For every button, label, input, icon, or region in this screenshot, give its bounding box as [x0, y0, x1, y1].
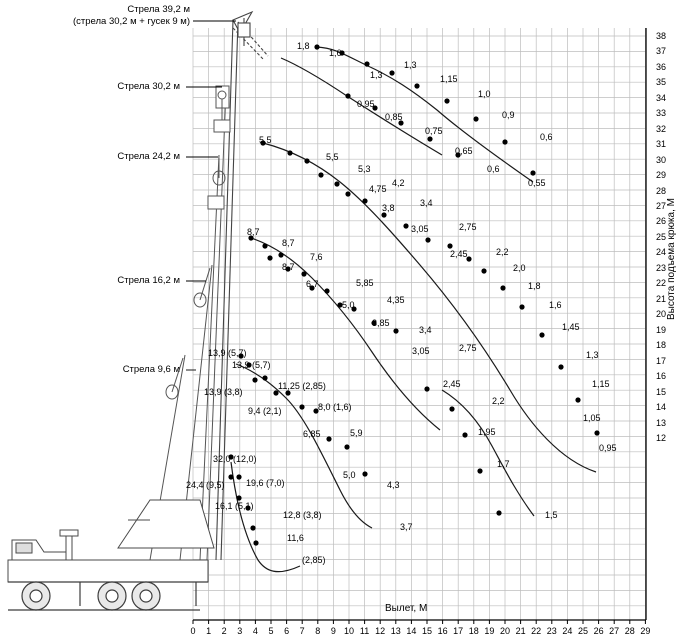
y-tick: 33 [655, 108, 666, 118]
boom-label-24-line1: Стрела 24,2 м [117, 151, 180, 162]
x-tick: 1 [206, 626, 212, 636]
x-tick: 5 [268, 626, 274, 636]
point-label: 1,95 [478, 427, 496, 437]
y-tick: 30 [655, 155, 666, 165]
y-tick: 21 [655, 294, 666, 304]
boom-label-16 [18, 275, 180, 287]
x-tick: 7 [299, 626, 305, 636]
y-tick: 12 [655, 433, 666, 443]
point-label: 32,0 (12,0) [213, 454, 257, 464]
y-tick: 26 [655, 216, 666, 226]
x-tick: 6 [284, 626, 290, 636]
y-tick: 36 [655, 62, 666, 72]
point-label: 2,75 [459, 222, 477, 232]
point-label: 2,2 [492, 396, 505, 406]
y-tick: 16 [655, 371, 666, 381]
y-tick: 32 [655, 124, 666, 134]
point-label: 0,9 [502, 110, 515, 120]
boom-label-39 [18, 4, 190, 28]
point-label: 2,45 [450, 249, 468, 259]
point-label: 13,9 (5,7) [208, 348, 247, 358]
point-label: 0,85 [385, 112, 403, 122]
x-tick: 19 [484, 626, 495, 636]
curve-boom-24 [263, 143, 596, 472]
y-tick: 27 [655, 201, 666, 211]
point-label: 6,7 [306, 279, 319, 289]
x-tick: 4 [252, 626, 258, 636]
x-tick: 8 [315, 626, 321, 636]
point-label: 1,45 [562, 322, 580, 332]
point-label: (2,85) [302, 555, 326, 565]
point-label: 4,3 [387, 480, 400, 490]
point-label: 16,1 (5,1) [215, 501, 254, 511]
point-label: 3,8 [382, 203, 395, 213]
point-label: 5,9 [350, 428, 363, 438]
point-label: 1,3 [586, 350, 599, 360]
boom-label-30-line1: Стрела 30,2 м [117, 81, 180, 92]
y-tick: 17 [655, 356, 666, 366]
point-label: 24,4 (9,5) [186, 480, 225, 490]
point-label: 13,9 (3,8) [204, 387, 243, 397]
y-tick: 22 [655, 278, 666, 288]
point-label: 3,85 [372, 318, 390, 328]
y-tick: 25 [655, 232, 666, 242]
point-label: 1,3 [370, 70, 383, 80]
point-label: 1,8 [297, 41, 310, 51]
x-tick: 18 [468, 626, 479, 636]
x-tick: 12 [375, 626, 386, 636]
point-label: 1,5 [545, 510, 558, 520]
y-tick: 23 [655, 263, 666, 273]
point-label: 2,2 [496, 247, 509, 257]
x-tick: 21 [515, 626, 526, 636]
point-label: 0,95 [357, 99, 375, 109]
x-tick: 14 [406, 626, 417, 636]
y-tick: 14 [655, 402, 666, 412]
point-label: 5,0 [343, 470, 356, 480]
point-label: 1,15 [592, 379, 610, 389]
point-label: 1,05 [583, 413, 601, 423]
point-label: 1,6 [329, 48, 342, 58]
point-label: 8,7 [247, 227, 260, 237]
x-tick: 25 [577, 626, 588, 636]
point-label: 1,7 [497, 459, 510, 469]
point-label: 5,85 [356, 278, 374, 288]
y-tick: 34 [655, 93, 666, 103]
y-tick: 38 [655, 31, 666, 41]
point-label: 3,4 [419, 325, 432, 335]
curve-lower-right [442, 390, 534, 516]
point-label: 1,6 [549, 300, 562, 310]
point-label: 0,75 [425, 126, 443, 136]
boom-label-96-line1: Стрела 9,6 м [122, 364, 180, 375]
x-tick: 15 [421, 626, 432, 636]
point-label: 0,65 [455, 146, 473, 156]
point-label: 9,4 (2,1) [248, 406, 282, 416]
point-label: 2,0 [513, 263, 526, 273]
point-label: 13,9 (5,7) [232, 360, 271, 370]
x-tick: 3 [237, 626, 243, 636]
point-label: 2,75 [459, 343, 477, 353]
x-tick: 2 [221, 626, 227, 636]
y-tick: 20 [655, 309, 666, 319]
point-label: 0,95 [599, 443, 617, 453]
y-tick: 18 [655, 340, 666, 350]
point-label: 0,6 [487, 164, 500, 174]
x-axis-title: Вылет, М [385, 603, 428, 614]
x-tick: 26 [593, 626, 604, 636]
point-label: 1,0 [478, 89, 491, 99]
x-tick: 16 [437, 626, 448, 636]
x-tick: 27 [609, 626, 620, 636]
point-label: 0,55 [528, 178, 546, 188]
point-label: 6,85 [303, 429, 321, 439]
x-tick: 10 [343, 626, 354, 636]
point-label: 5,0 [342, 300, 355, 310]
point-label: 11,25 (2,85) [278, 381, 326, 391]
x-tick: 29 [640, 626, 651, 636]
x-tick: 13 [390, 626, 401, 636]
boom-label-24 [18, 151, 180, 163]
point-label: 19,6 (7,0) [246, 478, 285, 488]
boom-label-96 [18, 364, 180, 376]
point-label: 3,4 [420, 198, 433, 208]
curve-boom-39 [317, 47, 533, 182]
point-label: 4,2 [392, 178, 405, 188]
y-tick: 29 [655, 170, 666, 180]
boom-label-39-line1: Стрела 39,2 м [127, 4, 190, 15]
x-tick: 22 [531, 626, 542, 636]
x-tick: 28 [624, 626, 635, 636]
point-label: 4,35 [387, 295, 405, 305]
boom-label-16-line1: Стрела 16,2 м [117, 275, 180, 286]
y-tick: 35 [655, 77, 666, 87]
point-label: 5,5 [326, 152, 339, 162]
point-label: 3,7 [400, 522, 413, 532]
point-label: 3,05 [412, 346, 430, 356]
point-label: 5,5 [259, 135, 272, 145]
x-tick: 23 [546, 626, 557, 636]
y-tick: 28 [655, 186, 666, 196]
y-tick: 24 [655, 247, 666, 257]
y-axis-title: Высота подъема крюка, М [666, 198, 677, 320]
y-tick: 31 [655, 139, 666, 149]
x-tick: 24 [562, 626, 573, 636]
point-label: 2,45 [443, 379, 461, 389]
x-tick: 20 [499, 626, 510, 636]
y-tick: 19 [655, 325, 666, 335]
x-tick: 17 [453, 626, 464, 636]
point-label: 5,3 [358, 164, 371, 174]
x-tick: 9 [330, 626, 336, 636]
boom-label-39-line2: (стрела 30,2 м + гусек 9 м) [72, 16, 190, 27]
data-markers [228, 44, 599, 545]
crane-illustration [8, 12, 268, 610]
x-tick: 11 [359, 626, 370, 636]
point-label: 1,15 [440, 74, 458, 84]
point-label: 3,05 [411, 224, 429, 234]
point-label: 0,6 [540, 132, 553, 142]
point-label: 1,3 [404, 60, 417, 70]
point-label: 1,8 [528, 281, 541, 291]
point-label: 8,7 [282, 238, 295, 248]
point-label: 11,6 [287, 533, 304, 543]
y-tick: 15 [655, 387, 666, 397]
point-label: 4,75 [369, 184, 387, 194]
point-label: 12,8 (3,8) [283, 510, 322, 520]
point-label: 8,7 [282, 262, 295, 272]
y-tick: 37 [655, 46, 666, 56]
boom-label-30 [18, 81, 180, 93]
y-tick: 13 [655, 418, 666, 428]
x-tick: 0 [190, 626, 196, 636]
point-label: 7,6 [310, 252, 323, 262]
point-label: 8,0 (1,6) [318, 402, 352, 412]
